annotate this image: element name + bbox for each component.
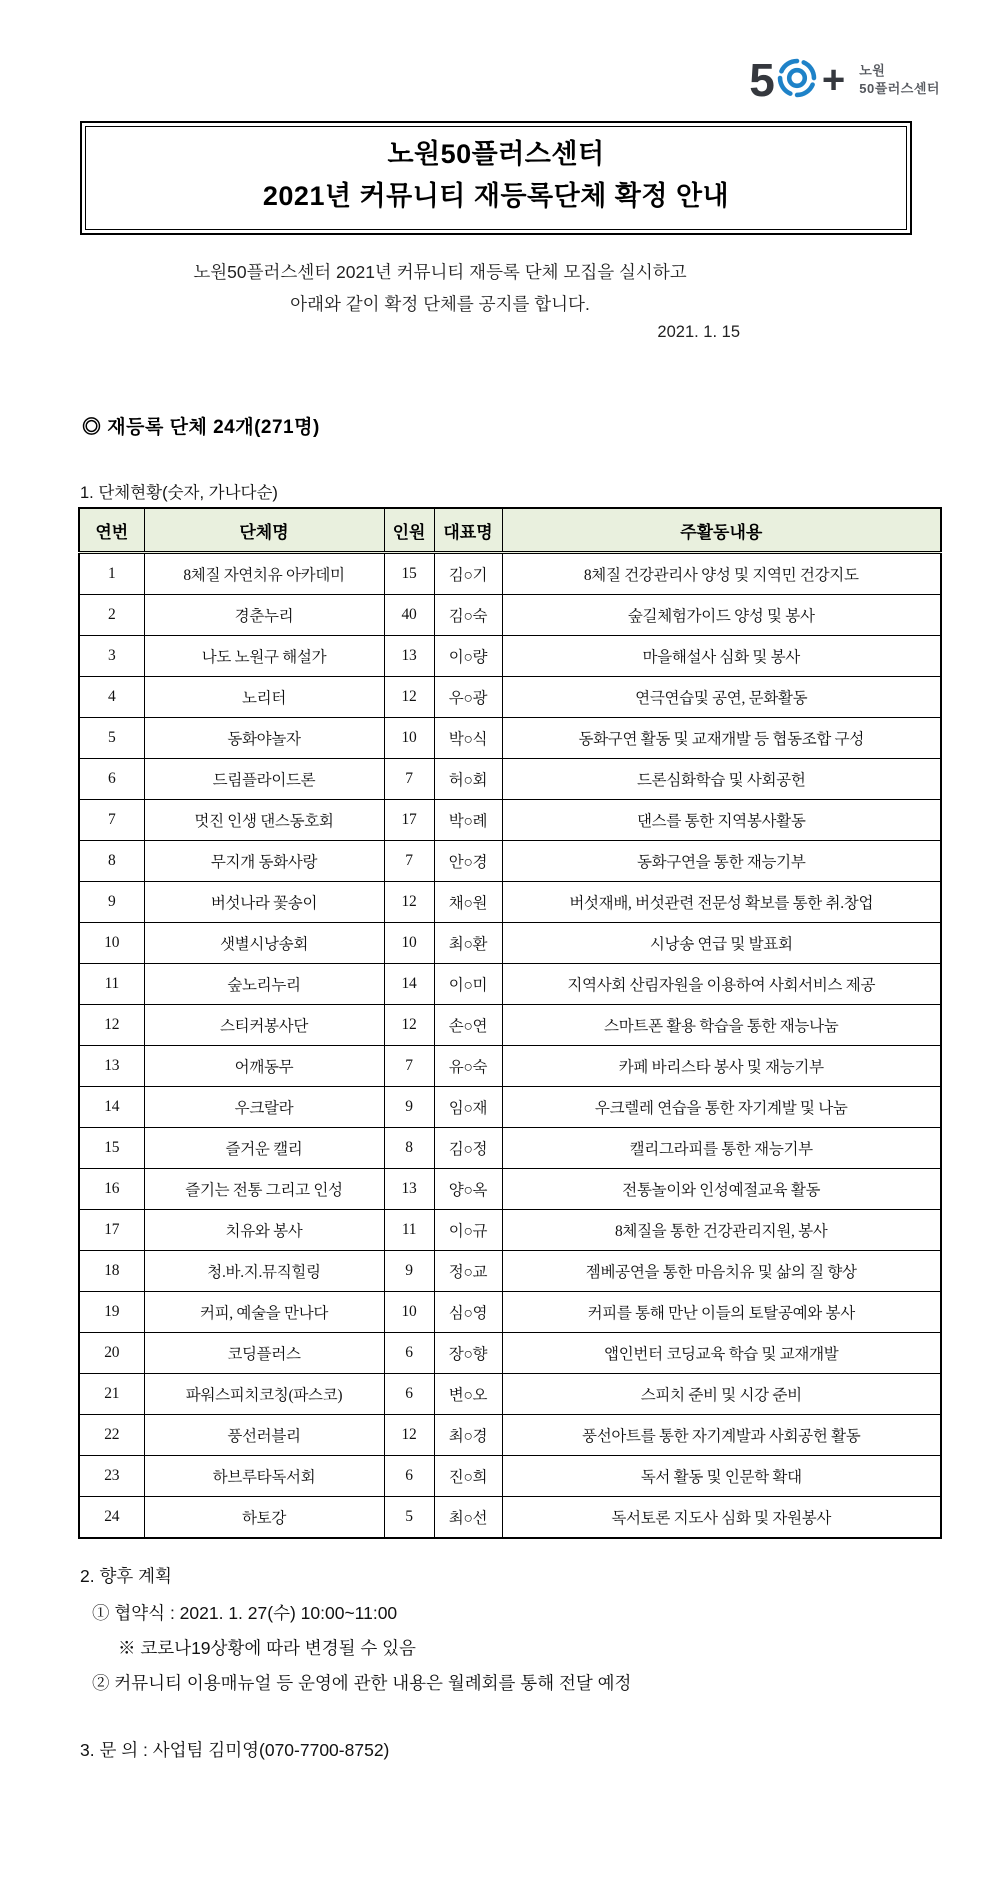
cell-members: 12 [384, 1005, 434, 1046]
cell-activity: 젬베공연을 통한 마음치유 및 삶의 질 향상 [502, 1251, 941, 1292]
cell-rep: 임○재 [434, 1087, 502, 1128]
cell-activity: 캘리그라피를 통한 재능기부 [502, 1128, 941, 1169]
cell-name: 즐거운 캘리 [144, 1128, 384, 1169]
cell-no: 14 [79, 1087, 144, 1128]
cell-activity: 독서토론 지도사 심화 및 자원봉사 [502, 1497, 941, 1539]
cell-members: 15 [384, 553, 434, 595]
title-box [80, 121, 912, 235]
col-header-no: 연번 [79, 508, 144, 553]
table-row [79, 923, 941, 964]
page-title-line2: 2021년 커뮤니티 재등록단체 확정 안내 [262, 180, 730, 211]
cell-members: 6 [384, 1374, 434, 1415]
table-row [79, 1046, 941, 1087]
cell-name: 하브루타독서회 [144, 1456, 384, 1497]
table-row [79, 1292, 941, 1333]
cell-name: 노리터 [144, 677, 384, 718]
cell-members: 10 [384, 1292, 434, 1333]
cell-name: 드림플라이드론 [144, 759, 384, 800]
plan-item-agreement: ① 협약식 : 2021. 1. 27(수) 10:00~11:00 [92, 1603, 398, 1624]
cell-members: 10 [384, 718, 434, 759]
cell-activity: 독서 활동 및 인문학 확대 [502, 1456, 941, 1497]
cell-name: 코딩플러스 [144, 1333, 384, 1374]
logo-org-line2: 50플러스센터 [859, 81, 940, 96]
cell-name: 어깨동무 [144, 1046, 384, 1087]
cell-name: 버섯나라 꽃송이 [144, 882, 384, 923]
cell-no: 21 [79, 1374, 144, 1415]
cell-name: 청.바.지.뮤직힐링 [144, 1251, 384, 1292]
cell-rep: 양○옥 [434, 1169, 502, 1210]
cell-members: 12 [384, 677, 434, 718]
cell-members: 6 [384, 1456, 434, 1497]
table-row [79, 636, 941, 677]
cell-activity: 전통놀이와 인성예절교육 활동 [502, 1169, 941, 1210]
col-header-name: 단체명 [144, 508, 384, 553]
cell-rep: 안○경 [434, 841, 502, 882]
cell-name: 샛별시낭송회 [144, 923, 384, 964]
title-box-inner [85, 126, 907, 230]
table-row [79, 964, 941, 1005]
logo-org-line1: 노원 [859, 63, 886, 79]
table-row [79, 882, 941, 923]
cell-no: 15 [79, 1128, 144, 1169]
table-header-row [79, 508, 941, 553]
cell-no: 16 [79, 1169, 144, 1210]
cell-name: 우크랄라 [144, 1087, 384, 1128]
cell-no: 1 [79, 553, 144, 595]
cell-members: 14 [384, 964, 434, 1005]
cell-members: 7 [384, 759, 434, 800]
fiftyplus-logo [749, 56, 940, 105]
cell-rep: 진○희 [434, 1456, 502, 1497]
table-row [79, 1128, 941, 1169]
cell-name: 나도 노원구 해설가 [144, 636, 384, 677]
table-row [79, 1169, 941, 1210]
groups-table [78, 507, 942, 1539]
cell-no: 3 [79, 636, 144, 677]
cell-rep: 심○영 [434, 1292, 502, 1333]
cell-no: 22 [79, 1415, 144, 1456]
cell-no: 17 [79, 1210, 144, 1251]
future-plan-section [80, 1563, 992, 1695]
cell-members: 13 [384, 1169, 434, 1210]
cell-activity: 8체질을 통한 건강관리지원, 봉사 [502, 1210, 941, 1251]
cell-rep: 우○광 [434, 677, 502, 718]
cell-activity: 마을해설사 심화 및 봉사 [502, 636, 941, 677]
cell-rep: 최○선 [434, 1497, 502, 1539]
cell-name: 8체질 자연치유 아카데미 [144, 553, 384, 595]
header-logo-row [0, 0, 992, 104]
intro-line1: 노원50플러스센터 2021년 커뮤니티 재등록 단체 모집을 실시하고 [193, 261, 687, 282]
table-row [79, 841, 941, 882]
cell-activity: 스마트폰 활용 학습을 통한 재능나눔 [502, 1005, 941, 1046]
table-row [79, 677, 941, 718]
cell-activity: 지역사회 산림자원을 이용하여 사회서비스 제공 [502, 964, 941, 1005]
cell-members: 8 [384, 1128, 434, 1169]
cell-name: 무지개 동화사랑 [144, 841, 384, 882]
cell-members: 13 [384, 636, 434, 677]
cell-activity: 동화구연을 통한 재능기부 [502, 841, 941, 882]
cell-rep: 정○교 [434, 1251, 502, 1292]
cell-no: 23 [79, 1456, 144, 1497]
page-title-line1: 노원50플러스센터 [387, 139, 605, 169]
table-label: 1. 단체현황(숫자, 가나다순) [80, 484, 278, 503]
cell-activity: 카페 바리스타 봉사 및 재능기부 [502, 1046, 941, 1087]
cell-no: 6 [79, 759, 144, 800]
cell-activity: 숲길체험가이드 양성 및 봉사 [502, 595, 941, 636]
cell-rep: 변○오 [434, 1374, 502, 1415]
logo-plus-sign: + [821, 58, 846, 102]
cell-no: 24 [79, 1497, 144, 1539]
cell-rep: 김○기 [434, 553, 502, 595]
table-row [79, 1210, 941, 1251]
cell-rep: 김○정 [434, 1128, 502, 1169]
cell-name: 동화야놀자 [144, 718, 384, 759]
cell-no: 2 [79, 595, 144, 636]
table-row [79, 1456, 941, 1497]
cell-name: 즐기는 전통 그리고 인성 [144, 1169, 384, 1210]
cell-no: 19 [79, 1292, 144, 1333]
plan-note-covid: ※ 코로나19상황에 따라 변경될 수 있음 [118, 1638, 416, 1659]
table-row [79, 1005, 941, 1046]
cell-name: 파워스피치코칭(파스코) [144, 1374, 384, 1415]
cell-members: 5 [384, 1497, 434, 1539]
intro-line2: 아래와 같이 확정 단체를 공지를 합니다. [290, 294, 590, 315]
cell-activity: 동화구연 활동 및 교재개발 등 협동조합 구성 [502, 718, 941, 759]
cell-members: 10 [384, 923, 434, 964]
cell-activity: 풍선아트를 통한 자기계발과 사회공헌 활동 [502, 1415, 941, 1456]
table-row [79, 800, 941, 841]
cell-activity: 앱인번터 코딩교육 학습 및 교재개발 [502, 1333, 941, 1374]
table-row [79, 759, 941, 800]
table-row [79, 1087, 941, 1128]
cell-name: 커피, 예술을 만나다 [144, 1292, 384, 1333]
cell-name: 치유와 봉사 [144, 1210, 384, 1251]
cell-no: 13 [79, 1046, 144, 1087]
cell-members: 17 [384, 800, 434, 841]
cell-activity: 댄스를 통한 지역봉사활동 [502, 800, 941, 841]
cell-name: 스티커봉사단 [144, 1005, 384, 1046]
cell-rep: 허○회 [434, 759, 502, 800]
plan-item-manual: ② 커뮤니티 이용매뉴얼 등 운영에 관한 내용은 월례회를 통해 전달 예정 [92, 1673, 632, 1694]
cell-activity: 연극연습및 공연, 문화활동 [502, 677, 941, 718]
cell-members: 7 [384, 1046, 434, 1087]
logo-org-name [859, 62, 940, 97]
table-row [79, 1415, 941, 1456]
cell-no: 8 [79, 841, 144, 882]
cell-name: 숲노리누리 [144, 964, 384, 1005]
document-date: 2021. 1. 15 [657, 323, 740, 342]
cell-no: 20 [79, 1333, 144, 1374]
cell-rep: 최○경 [434, 1415, 502, 1456]
cell-rep: 이○량 [434, 636, 502, 677]
cell-name: 풍선러블리 [144, 1415, 384, 1456]
col-header-rep: 대표명 [434, 508, 502, 553]
col-header-members: 인원 [384, 508, 434, 553]
cell-no: 5 [79, 718, 144, 759]
cell-activity: 버섯재배, 버섯관련 전문성 확보를 통한 취.창업 [502, 882, 941, 923]
table-row [79, 553, 941, 595]
cell-rep: 박○례 [434, 800, 502, 841]
table-row [79, 1251, 941, 1292]
logo-circle-icon [775, 56, 819, 105]
summary-heading: ◎ 재등록 단체 24개(271명) [82, 417, 320, 439]
cell-rep: 이○규 [434, 1210, 502, 1251]
cell-members: 12 [384, 1415, 434, 1456]
cell-no: 7 [79, 800, 144, 841]
cell-activity: 우크렐레 연습을 통한 자기계발 및 나눔 [502, 1087, 941, 1128]
cell-members: 9 [384, 1087, 434, 1128]
cell-activity: 커피를 통해 만난 이들의 토탈공예와 봉사 [502, 1292, 941, 1333]
cell-activity: 시낭송 연급 및 발표회 [502, 923, 941, 964]
cell-name: 경춘누리 [144, 595, 384, 636]
cell-name: 하토강 [144, 1497, 384, 1539]
table-row [79, 595, 941, 636]
cell-members: 40 [384, 595, 434, 636]
cell-rep: 박○식 [434, 718, 502, 759]
cell-members: 6 [384, 1333, 434, 1374]
cell-members: 9 [384, 1251, 434, 1292]
cell-activity: 드론심화학습 및 사회공헌 [502, 759, 941, 800]
cell-rep: 유○숙 [434, 1046, 502, 1087]
contact-line: 3. 문 의 : 사업팀 김미영(070-7700-8752) [80, 1740, 390, 1761]
cell-no: 18 [79, 1251, 144, 1292]
cell-members: 12 [384, 882, 434, 923]
table-row [79, 1497, 941, 1539]
logo-number: 5 [749, 54, 773, 106]
cell-no: 4 [79, 677, 144, 718]
cell-members: 7 [384, 841, 434, 882]
cell-no: 9 [79, 882, 144, 923]
cell-no: 12 [79, 1005, 144, 1046]
cell-name: 멋진 인생 댄스동호회 [144, 800, 384, 841]
cell-activity: 8체질 건강관리사 양성 및 지역민 건강지도 [502, 553, 941, 595]
plan-heading: 2. 향후 계획 [80, 1566, 172, 1587]
cell-no: 10 [79, 923, 144, 964]
cell-no: 11 [79, 964, 144, 1005]
cell-rep: 손○연 [434, 1005, 502, 1046]
table-row [79, 1374, 941, 1415]
table-row [79, 1333, 941, 1374]
table-row [79, 718, 941, 759]
cell-rep: 장○향 [434, 1333, 502, 1374]
cell-activity: 스피치 준비 및 시강 준비 [502, 1374, 941, 1415]
cell-rep: 이○미 [434, 964, 502, 1005]
cell-rep: 김○숙 [434, 595, 502, 636]
cell-rep: 최○환 [434, 923, 502, 964]
col-header-activity: 주활동내용 [502, 508, 941, 553]
cell-rep: 채○원 [434, 882, 502, 923]
cell-members: 11 [384, 1210, 434, 1251]
intro-paragraph [115, 256, 765, 343]
